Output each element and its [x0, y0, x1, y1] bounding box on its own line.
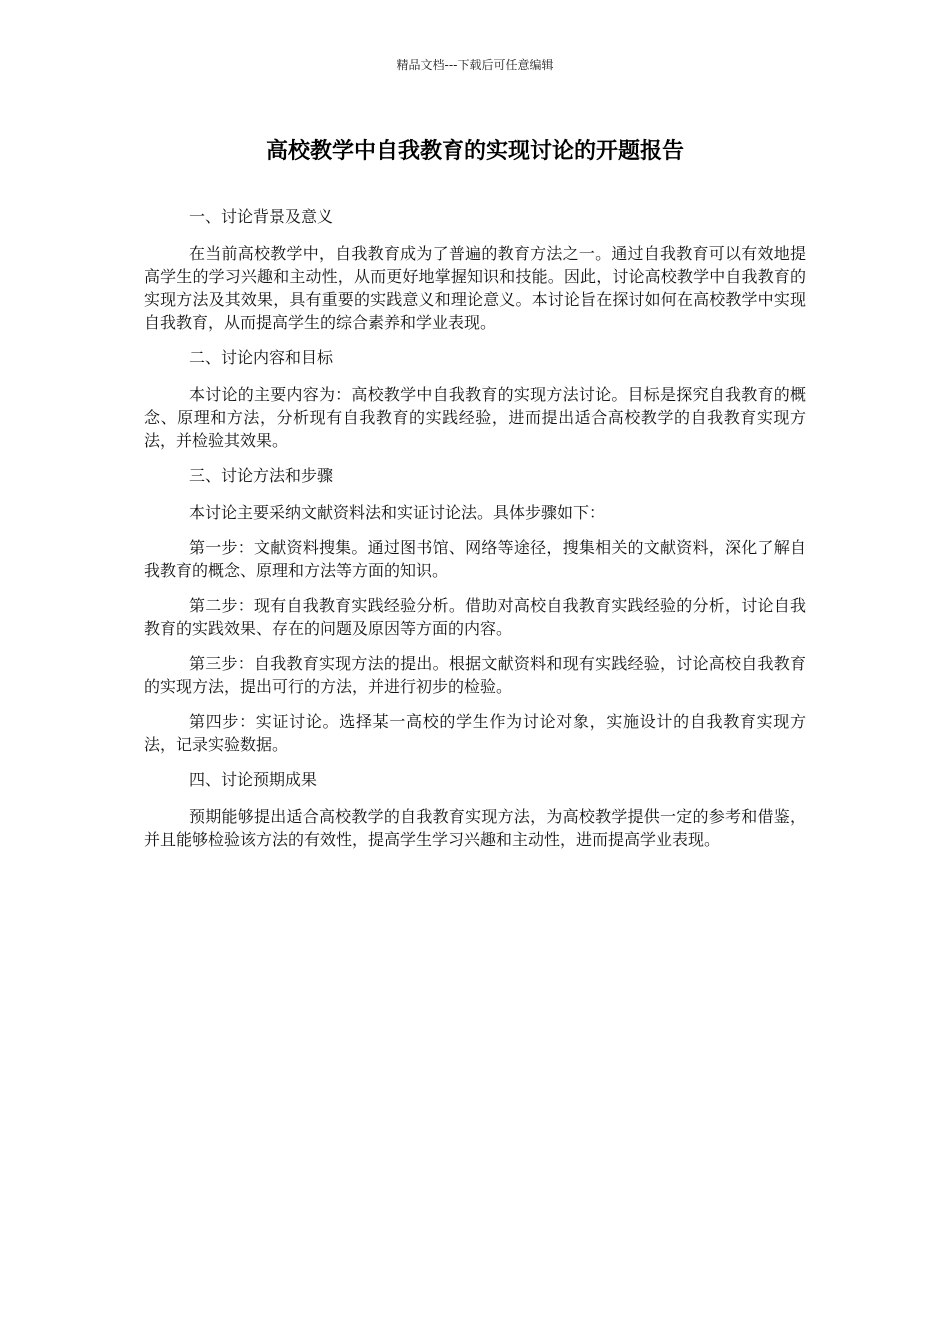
section-heading: 三、讨论方法和步骤 — [189, 466, 334, 485]
step-paragraph: 第四步：实证讨论。选择某一高校的学生作为讨论对象，实施设计的自我教育实现方法，记录实验数据。 — [144, 712, 806, 754]
document-body — [144, 205, 806, 863]
paragraph: 预期能够提出适合高校教学的自我教育实现方法，为高校教学提供一定的参考和借鉴，并且能够检验该方法的有效性，提高学生学习兴趣和主动性，进而提高学业表现。 — [144, 807, 806, 849]
section-background — [144, 205, 806, 334]
step-paragraph: 第一步：文献资料搜集。通过图书馆、网络等途径，搜集相关的文献资料，深化了解自我教育的概念、原理和方法等方面的知识。 — [144, 538, 806, 580]
section-expected-results — [144, 768, 806, 851]
paragraph: 在当前高校教学中，自我教育成为了普遍的教育方法之一。通过自我教育可以有效地提高学生的学习兴趣和主动性，从而更好地掌握知识和技能。因此，讨论高校教学中自我教育的实现方法及其效果，具有重要的实践意义和理论意义。本讨论旨在探讨如何在高校教学中实现自我教育，从而提高学生的综合素养和学业表现。 — [144, 244, 806, 332]
paragraph: 本讨论主要采纳文献资料法和实证讨论法。具体步骤如下： — [189, 503, 606, 522]
header-note: 精品文档---下载后可任意编辑 — [396, 58, 554, 72]
step-paragraph: 第三步：自我教育实现方法的提出。根据文献资料和现有实践经验，讨论高校自我教育的实现方法，提出可行的方法，并进行初步的检验。 — [144, 654, 806, 696]
section-heading: 四、讨论预期成果 — [189, 770, 318, 789]
section-content-goals — [144, 346, 806, 452]
document-title: 高校教学中自我教育的实现讨论的开题报告 — [265, 139, 684, 164]
step-paragraph: 第二步：现有自我教育实践经验分析。借助对高校自我教育实践经验的分析，讨论自我教育的实践效果、存在的问题及原因等方面的内容。 — [144, 596, 806, 638]
section-heading: 二、讨论内容和目标 — [189, 348, 334, 367]
section-methods-steps — [144, 464, 806, 756]
section-heading: 一、讨论背景及意义 — [189, 207, 334, 226]
paragraph: 本讨论的主要内容为：高校教学中自我教育的实现方法讨论。目标是探究自我教育的概念、原理和方法，分析现有自我教育的实践经验，进而提出适合高校教学的自我教育实现方法，并检验其效果。 — [144, 385, 806, 450]
